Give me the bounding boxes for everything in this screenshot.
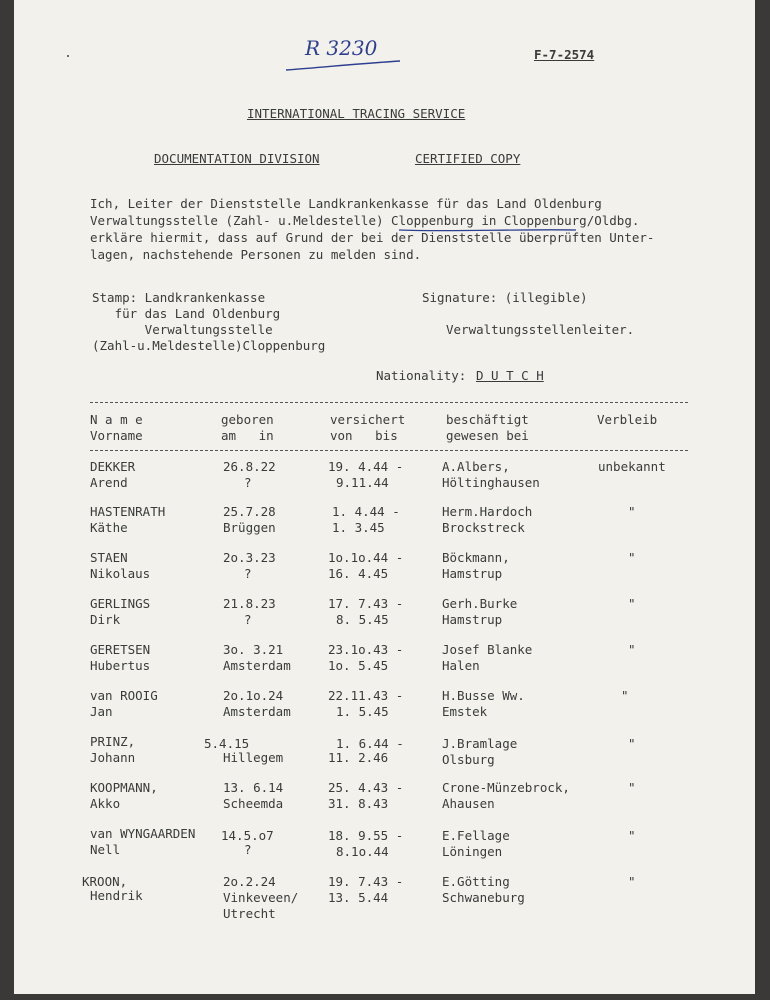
row-whereabouts: " [628, 780, 636, 795]
row-employer: J.Bramlage [442, 736, 518, 751]
row-employer: Gerh.Burke [442, 596, 518, 611]
handwritten-reference: R 3230 [305, 36, 378, 60]
row-insured-to: 1. 3.45 [332, 520, 385, 535]
row-firstname: Hendrik [90, 888, 143, 903]
organization-title: INTERNATIONAL TRACING SERVICE [247, 106, 466, 121]
row-surname: van WYNGAARDEN [90, 826, 196, 841]
row-whereabouts: " [628, 550, 636, 565]
row-born-date: 21.8.23 [223, 596, 276, 611]
handwritten-underline [284, 58, 404, 74]
intro-line-4: lagen, nachstehende Personen zu melden sind. [90, 247, 422, 262]
stamp-line-1: Stamp: Landkrankenkasse [92, 290, 266, 305]
row-insured-from: 1. 4.44 - [332, 504, 400, 519]
row-insured-to: 11. 2.46 [328, 750, 389, 765]
intro-handwritten-underline [398, 226, 578, 234]
row-employer-place: Hamstrup [442, 566, 503, 581]
row-born-place: Vinkeveen/ [223, 890, 299, 905]
row-born-place: ? [244, 612, 252, 627]
row-insured-from: 18. 9.55 - [328, 828, 404, 843]
row-employer: E.Götting [442, 874, 510, 889]
punch-mark [67, 55, 69, 57]
row-born-date: 2o.3.23 [223, 550, 276, 565]
row-surname: STAEN [90, 550, 128, 565]
row-born-date: 14.5.o7 [221, 828, 274, 843]
row-firstname: Dirk [90, 612, 121, 627]
header-whereabouts: Verbleib [597, 412, 658, 427]
table-row [14, 780, 755, 816]
row-born-place: ? [244, 842, 252, 857]
row-firstname: Jan [90, 704, 113, 719]
row-insured-to: 8.1o.44 [336, 844, 389, 859]
table-row [14, 688, 755, 724]
row-born-date: 2o.2.24 [223, 874, 276, 889]
row-firstname: Arend [90, 475, 128, 490]
row-born-place: Amsterdam [223, 658, 291, 673]
row-insured-from: 17. 7.43 - [328, 596, 404, 611]
table-row [14, 550, 755, 586]
stamp-line-4: (Zahl-u.Meldestelle)Cloppenburg [92, 338, 326, 353]
row-employer-place: Brockstreck [442, 520, 525, 535]
row-insured-from: 22.11.43 - [328, 688, 404, 703]
header-firstname: Vorname [90, 428, 143, 443]
row-employer-place: Olsburg [442, 752, 495, 767]
row-born-date: 26.8.22 [223, 459, 276, 474]
document-number: F-7-2574 [534, 47, 595, 62]
table-row [14, 872, 755, 926]
row-employer-place: Höltinghausen [442, 475, 540, 490]
row-employer: A.Albers, [442, 459, 510, 474]
row-born-date: 5.4.15 [204, 736, 250, 751]
row-surname: van ROOIG [90, 688, 158, 703]
intro-line-2: Verwaltungsstelle (Zahl- u.Meldestelle) Cloppenburg in Cloppenburg/Oldbg. [90, 213, 640, 228]
row-insured-from: 25. 4.43 - [328, 780, 404, 795]
table-row [14, 504, 755, 540]
row-employer: Josef Blanke [442, 642, 533, 657]
signature-label: Signature: (illegible) [422, 290, 588, 305]
row-born-place: ? [244, 475, 252, 490]
row-insured-from: 1. 6.44 - [336, 736, 404, 751]
row-whereabouts: " [628, 504, 636, 519]
row-insured-from: 23.1o.43 - [328, 642, 404, 657]
row-whereabouts: " [628, 828, 636, 843]
intro-line-3: erkläre hiermit, dass auf Grund der bei der Dienststelle überprüften Unter- [90, 230, 655, 245]
row-employer-place: Schwaneburg [442, 890, 525, 905]
row-employer: Herm.Hardoch [442, 504, 533, 519]
nationality-label: Nationality: [376, 368, 467, 383]
row-born-place: Hillegem [223, 750, 284, 765]
row-insured-from: 19. 7.43 - [328, 874, 404, 889]
row-employer-place: Löningen [442, 844, 503, 859]
row-born-date: 13. 6.14 [223, 780, 284, 795]
row-born-place: Brüggen [223, 520, 276, 535]
row-employer-place: Ahausen [442, 796, 495, 811]
signature-title: Verwaltungsstellenleiter. [446, 322, 635, 337]
document-page [14, 0, 755, 994]
row-employer: Böckmann, [442, 550, 510, 565]
table-row [14, 459, 755, 495]
row-employer: E.Fellage [442, 828, 510, 843]
row-surname: KROON, [82, 874, 128, 889]
header-name: N a m e [90, 412, 143, 427]
header-insured-sub: von bis [330, 428, 398, 443]
row-whereabouts: " [628, 596, 636, 611]
row-firstname: Nikolaus [90, 566, 151, 581]
row-born-date: 3o. 3.21 [223, 642, 284, 657]
table-row [14, 734, 755, 770]
division-title: DOCUMENTATION DIVISION [154, 151, 320, 166]
row-firstname: Nell [90, 842, 121, 857]
row-firstname: Käthe [90, 520, 128, 535]
row-born-place-line2: Utrecht [223, 906, 276, 921]
table-row [14, 826, 755, 862]
header-employed: beschäftigt [446, 412, 529, 427]
row-insured-from: 19. 4.44 - [328, 459, 404, 474]
nationality-value: D U T C H [476, 368, 544, 383]
row-insured-to: 16. 4.45 [328, 566, 389, 581]
row-firstname: Hubertus [90, 658, 151, 673]
row-born-place: Scheemda [223, 796, 284, 811]
row-born-place: ? [244, 566, 252, 581]
header-employed-sub: gewesen bei [446, 428, 529, 443]
row-employer-place: Halen [442, 658, 480, 673]
row-born-date: 25.7.28 [223, 504, 276, 519]
row-surname: GERETSEN [90, 642, 151, 657]
row-born-place: Amsterdam [223, 704, 291, 719]
row-insured-to: 1o. 5.45 [328, 658, 389, 673]
row-insured-from: 1o.1o.44 - [328, 550, 404, 565]
row-whereabouts: " [628, 736, 636, 751]
stamp-line-2: für das Land Oldenburg [92, 306, 281, 321]
row-surname: HASTENRATH [90, 504, 166, 519]
row-insured-to: 13. 5.44 [328, 890, 389, 905]
header-born-sub: am in [221, 428, 274, 443]
row-born-date: 2o.1o.24 [223, 688, 284, 703]
row-whereabouts: unbekannt [598, 459, 666, 474]
stamp-line-3: Verwaltungsstelle [92, 322, 273, 337]
header-born: geboren [221, 412, 274, 427]
intro-line-1: Ich, Leiter der Dienststelle Landkrankenkasse für das Land Oldenburg [90, 196, 602, 211]
table-row [14, 596, 755, 632]
table-header-rule [90, 450, 688, 451]
table-row [14, 642, 755, 678]
row-employer: H.Busse Ww. [442, 688, 525, 703]
row-insured-to: 8. 5.45 [336, 612, 389, 627]
table-top-rule [90, 402, 688, 403]
row-firstname: Johann [90, 750, 136, 765]
row-employer-place: Emstek [442, 704, 488, 719]
row-employer-place: Hamstrup [442, 612, 503, 627]
row-insured-to: 31. 8.43 [328, 796, 389, 811]
header-insured: versichert [330, 412, 406, 427]
row-surname: DEKKER [90, 459, 136, 474]
row-insured-to: 1. 5.45 [336, 704, 389, 719]
row-surname: PRINZ, [90, 734, 136, 749]
row-surname: KOOPMANN, [90, 780, 158, 795]
row-insured-to: 9.11.44 [336, 475, 389, 490]
row-firstname: Akko [90, 796, 121, 811]
row-whereabouts: " [621, 688, 629, 703]
row-whereabouts: " [628, 874, 636, 889]
row-surname: GERLINGS [90, 596, 151, 611]
row-employer: Crone-Münzebrock, [442, 780, 570, 795]
certified-copy-label: CERTIFIED COPY [415, 151, 521, 166]
row-whereabouts: " [628, 642, 636, 657]
